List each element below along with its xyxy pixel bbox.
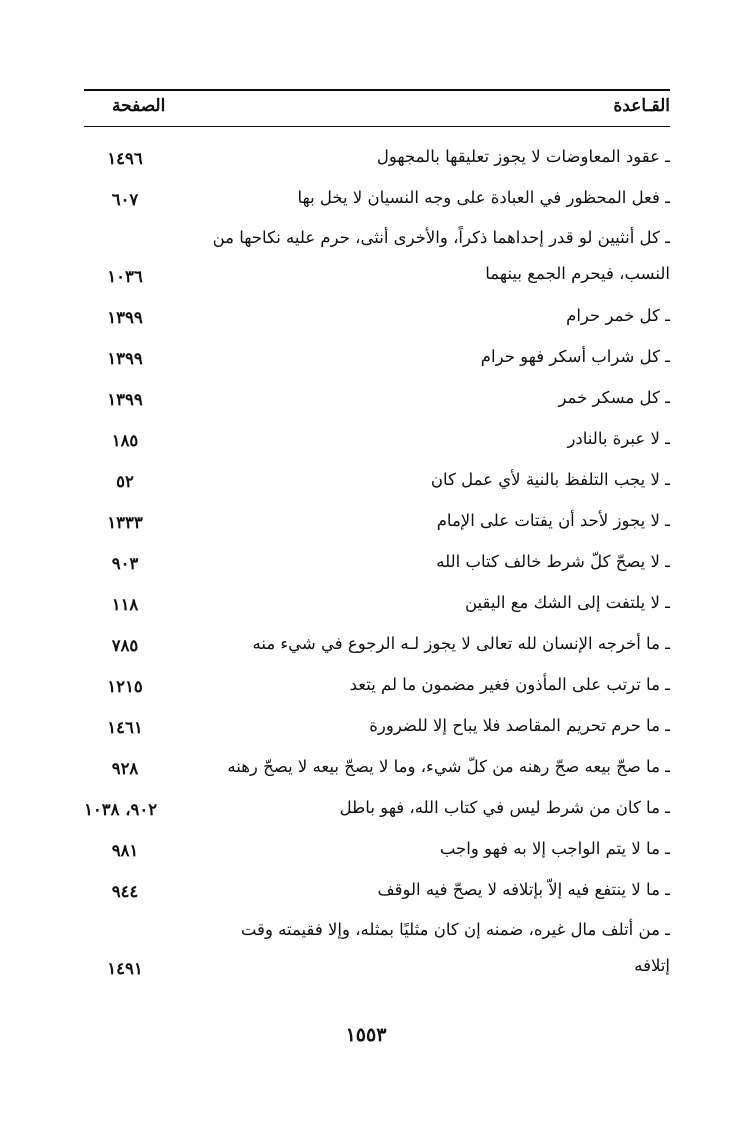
entry-text: ـ ما كان من شرط ليس في كتاب الله، فهو باطل <box>339 798 670 817</box>
index-entry <box>84 541 670 582</box>
entry-text: ـ كل مسكر خمر <box>558 388 670 407</box>
entry-text: ـ ما لا ينتفع فيه إلاّ بإتلافه لا يصحّ فيه الوقف <box>377 880 670 899</box>
index-entry <box>84 295 670 336</box>
index-entry <box>84 828 670 869</box>
top-rule <box>84 89 670 91</box>
entry-text: ـ لا يصحّ كلّ شرط خالف كتاب الله <box>436 552 670 571</box>
entry-page: ١٤٩٦ <box>107 149 143 168</box>
entry-page: ١٤٩١ <box>107 959 143 978</box>
entry-page: ٩٠٣ <box>111 554 139 573</box>
entry-page: ٩٤٤ <box>111 882 139 901</box>
index-entry <box>84 787 670 828</box>
entry-text: ـ ما صحّ بيعه صحّ رهنه من كلّ شيء، وما لا يصحّ بيعه لا يصحّ رهنه <box>227 757 670 776</box>
entry-text: ـ لا يجب التلفظ بالنية لأي عمل كان <box>430 470 670 489</box>
entry-page: ١٠٣٦ <box>107 267 143 286</box>
page-column-header: الصفحة <box>112 96 166 116</box>
index-entry <box>84 582 670 623</box>
entry-page: ١٣٣٣ <box>107 513 143 532</box>
entry-page: ١٤٦١ <box>107 718 143 737</box>
index-list <box>84 136 670 987</box>
entry-page: ١٨٥ <box>111 431 139 450</box>
entry-page: ٩٠٢، ١٠٣٨ <box>84 800 158 819</box>
index-entry <box>84 377 670 418</box>
entry-text: ـ عقود المعاوضات لا يجوز تعليقها بالمجهول <box>376 147 670 166</box>
index-entry <box>84 664 670 705</box>
index-entry <box>84 746 670 787</box>
entry-text: ـ لا يجوز لأحد أن يفتات على الإمام <box>436 511 670 530</box>
entry-page: ١٢١٥ <box>107 677 143 696</box>
entry-page: ٧٨٥ <box>111 636 139 655</box>
entry-text: ـ كل شراب أسكر فهو حرام <box>480 347 670 366</box>
index-entry <box>84 500 670 541</box>
entry-text: ـ كل خمر حرام <box>566 306 670 325</box>
index-entry <box>84 336 670 377</box>
index-entry <box>84 705 670 746</box>
entry-page: ١١٨ <box>111 595 139 614</box>
entry-text: ـ لا يلتفت إلى الشك مع اليقين <box>465 593 670 612</box>
entry-page: ٩٢٨ <box>111 759 139 778</box>
header-rule <box>84 126 670 127</box>
entry-text: ـ ما ترتب على المأذون فغير مضمون ما لم يتعد <box>349 675 670 694</box>
index-entry <box>84 623 670 664</box>
entry-text: ـ لا عبرة بالنادر <box>567 429 670 448</box>
entry-text: ـ كل أنثيين لو قدر إحداهما ذكراً، والأخرى أنثى، حرم عليه نكاحها من النسب، فيحرم الجمع بينهما <box>212 228 670 283</box>
entry-page: ١٣٩٩ <box>107 349 143 368</box>
index-entry <box>84 418 670 459</box>
entry-page: ٦٠٧ <box>111 190 139 209</box>
index-entry <box>84 869 670 910</box>
index-entry <box>84 177 670 218</box>
table-header <box>84 94 670 124</box>
index-entry <box>84 136 670 177</box>
entry-text: ـ فعل المحظور في العبادة على وجه النسيان لا يخل بها <box>297 188 670 207</box>
index-entry <box>84 218 670 295</box>
entry-page: ١٣٩٩ <box>107 390 143 409</box>
index-entry <box>84 459 670 500</box>
entry-page: ٩٨١ <box>111 841 139 860</box>
index-entry <box>84 910 670 987</box>
entry-page: ٥٢ <box>116 472 134 491</box>
entry-text: ـ ما لا يتم الواجب إلا به فهو واجب <box>439 839 670 858</box>
entry-text: ـ ما أخرجه الإنسان لله تعالى لا يجوز لـه الرجوع في شيء منه <box>252 634 670 653</box>
page-number: ١٥٥٣ <box>345 1024 387 1046</box>
entry-page: ١٣٩٩ <box>107 308 143 327</box>
entry-text: ـ من أتلف مال غيره، ضمنه إن كان مثليًا بمثله، وإلا فقيمته وقت إتلافه <box>240 920 670 975</box>
rule-column-header: القـاعدة <box>613 96 670 116</box>
entry-text: ـ ما حرم تحريم المقاصد فلا يباح إلا للضرورة <box>369 716 670 735</box>
